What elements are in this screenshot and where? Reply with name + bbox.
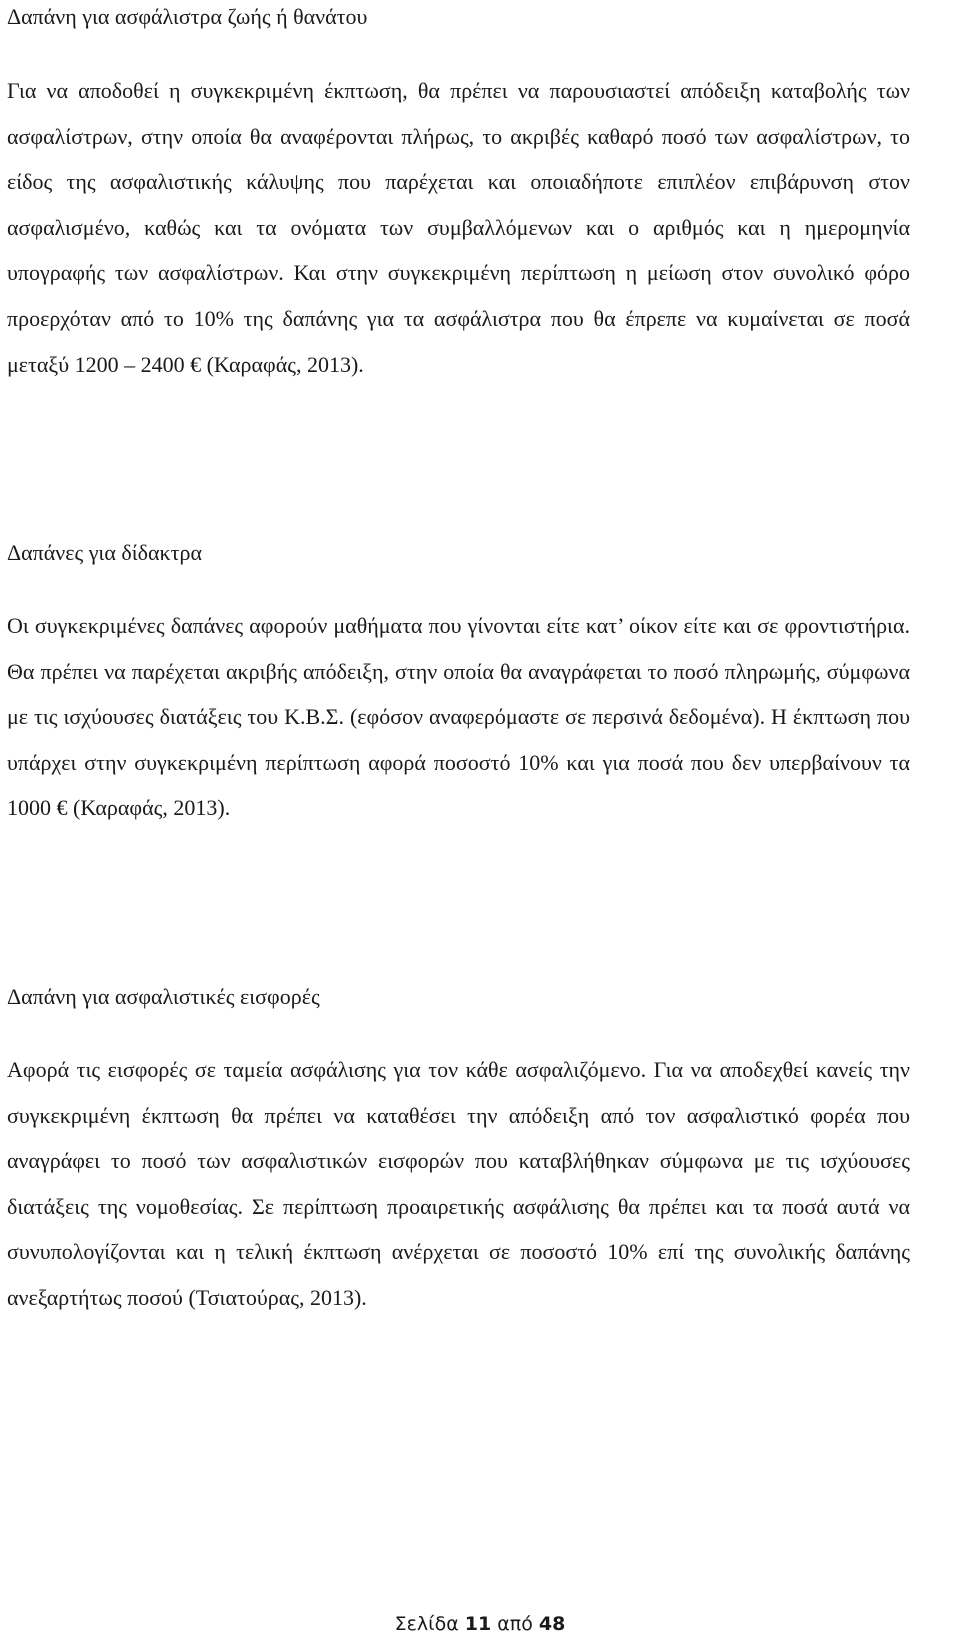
section-heading: Δαπάνες για δίδακτρα: [7, 540, 202, 565]
section-paragraph: Αφορά τις εισφορές σε ταμεία ασφάλισης για τον κάθε ασφαλιζόμενο. Για να αποδεχθεί κανείς την συγκεκριμένη έκπτωση θα πρέπει να καταθέσει την απόδειξη από τον ασφαλιστικό φορέα που αναγράφει το ποσό των ασφαλιστικών εισφορών που καταβλήθηκαν σύμφωνα με τις ισχύουσες διατάξεις της νομοθεσίας. Σε περίπτωση προαιρετικής ασφάλισης θα πρέπει και τα ποσά αυτά να συνυπολογίζονται και η τελική έκπτωση ανέρχεται σε ποσοστό 10% επί της συνολικής δαπάνης ανεξαρτήτως ποσού (Τσιατούρας, 2013).: [7, 1057, 910, 1310]
section-life-insurance: [7, 2, 910, 387]
footer-total-pages: 48: [538, 1613, 566, 1635]
section-heading: Δαπάνη για ασφάλιστρα ζωής ή θανάτου: [7, 4, 368, 29]
section-paragraph: Για να αποδοθεί η συγκεκριμένη έκπτωση, θα πρέπει να παρουσιαστεί απόδειξη καταβολής των ασφαλίστρων, στην οποία θα αναφέρονται πλήρως, το ακριβές καθαρό ποσό των ασφαλίστρων, το είδος της ασφαλιστικής κάλυψης που παρέχεται και οποιαδήποτε επιπλέον επιβάρυνση στον ασφαλισμένο, καθώς και τα ονόματα των συμβαλλόμενων και ο αριθμός και η ημερομηνία υπογραφής των ασφαλίστρων. Και στην συγκεκριμένη περίπτωση η μείωση στον συνολικό φόρο προερχόταν από το 10% της δαπάνης για τα ασφάλιστρα που θα έπρεπε να κυμαίνεται σε ποσά μεταξύ 1200 – 2400 € (Καραφάς, 2013).: [7, 78, 910, 377]
section-tuition: [7, 538, 910, 831]
footer-current-page: 11: [464, 1613, 492, 1635]
footer-separator: από: [497, 1613, 533, 1635]
section-insurance-contributions: [7, 982, 910, 1321]
section-paragraph: Οι συγκεκριμένες δαπάνες αφορούν μαθήματα που γίνονται είτε κατ’ οίκον είτε και σε φροντιστήρια. Θα πρέπει να παρέχεται ακριβής απόδειξη, στην οποία θα αναγράφεται το ποσό πληρωμής, σύμφωνα με τις ισχύουσες διατάξεις του Κ.Β.Σ. (εφόσον αναφερόμαστε σε περσινά δεδομένα). Η έκπτωση που υπάρχει στην συγκεκριμένη περίπτωση αφορά ποσοστό 10% και για ποσά που δεν υπερβαίνουν τα 1000 € (Καραφάς, 2013).: [7, 613, 910, 821]
section-heading: Δαπάνη για ασφαλιστικές εισφορές: [7, 984, 320, 1009]
page-footer: [0, 1611, 960, 1637]
footer-page-label: Σελίδα: [394, 1613, 459, 1635]
